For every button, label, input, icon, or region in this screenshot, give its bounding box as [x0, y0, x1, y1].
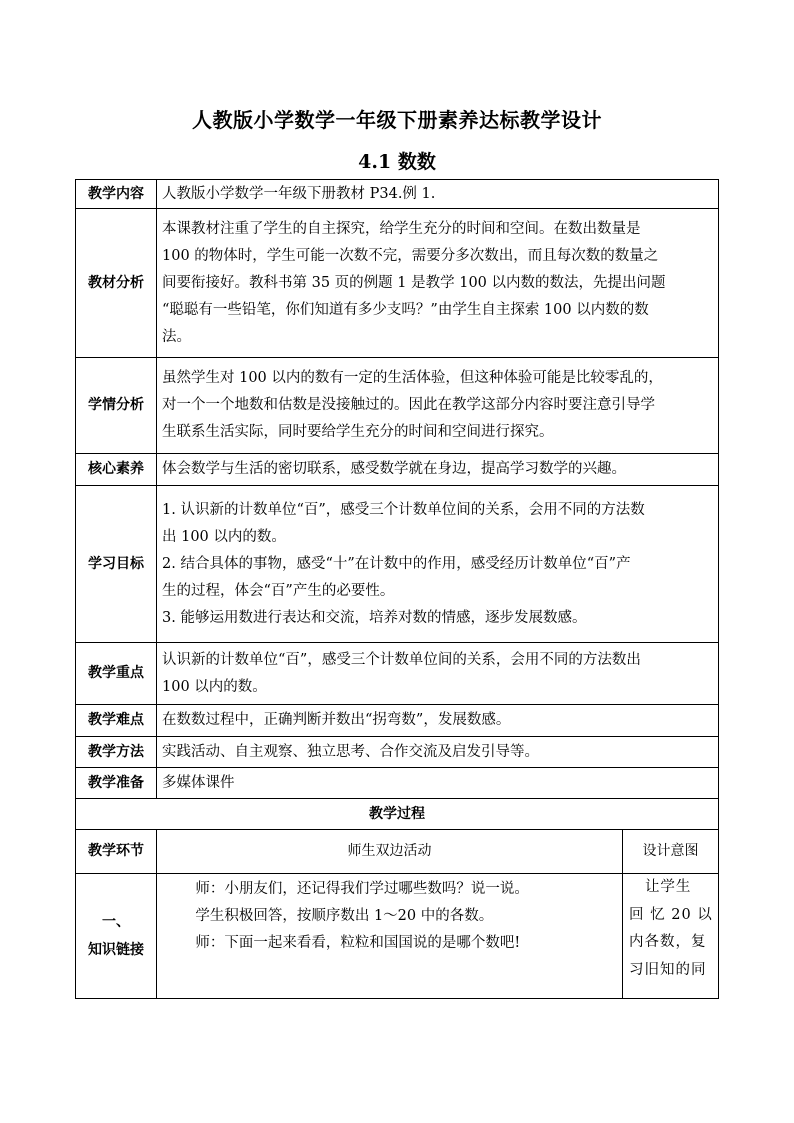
content-line: 本课教材注重了学生的自主探究，给学生充分的时间和空间。在数出数量是: [162, 220, 641, 237]
row-label: 学情分析: [76, 358, 157, 454]
content-line: 多媒体课件: [162, 774, 235, 791]
intent-line: 回 忆 20 以: [629, 906, 713, 923]
row-content: [157, 486, 719, 643]
content-line: 虽然学生对 100 以内的数有一定的生活体验，但这种体验可能是比较零乱的，: [162, 370, 663, 386]
process-heading-row: [76, 799, 719, 830]
content-line: 生联系生活实际，同时要给学生充分的时间和空间进行探究。: [162, 424, 554, 440]
row-content: [157, 768, 719, 799]
row-learning-goals: [76, 486, 719, 643]
content-line: 100 的物体时，学生可能一次数不完，需要分多次数出，而且每次数的数量之: [162, 247, 659, 264]
column-header-activity: 师生双边活动: [157, 830, 623, 874]
row-teaching-content: [76, 180, 719, 209]
row-material-analysis: [76, 209, 719, 358]
row-methods: [76, 737, 719, 768]
row-label: 学习目标: [76, 486, 157, 643]
row-content: [157, 209, 719, 358]
content-line: 法。: [162, 328, 191, 345]
intent-line: 内各数，复: [629, 934, 707, 950]
content-line: 人教版小学数学一年级下册教材 P34.例 1.: [162, 185, 436, 202]
document-title: 人教版小学数学一年级下册素养达标教学设计: [192, 108, 602, 132]
intent-line: 让学生: [644, 879, 692, 895]
row-label: 教学内容: [76, 180, 157, 209]
content-line: 认识新的计数单位“百”，感受三个计数单位间的关系，会用不同的方法数出: [162, 651, 641, 668]
process-heading: 教学过程: [76, 799, 719, 830]
content-line: 100 以内的数。: [162, 678, 267, 695]
intent-cell: [623, 874, 719, 999]
content-line: 体会数学与生活的密切联系，感受数学就在身边，提高学习数学的兴趣。: [162, 461, 626, 477]
row-content: [157, 705, 719, 737]
row-label: 教学准备: [76, 768, 157, 799]
row-difficulties: [76, 705, 719, 737]
content-line: 2. 结合具体的事物，感受“十”在计数中的作用，感受经历计数单位“百”产: [162, 555, 631, 572]
column-header-intent: 设计意图: [623, 830, 719, 874]
row-student-analysis: [76, 358, 719, 454]
content-line: “聪聪有一些铅笔，你们知道有多少支吗？”由学生自主探索 100 以内数的数: [162, 301, 649, 318]
row-label: 教学方法: [76, 737, 157, 768]
row-core-literacy: [76, 454, 719, 486]
content-line: 实践活动、自主观察、独立思考、合作交流及启发引导等。: [162, 743, 539, 760]
row-label: 教学重点: [76, 643, 157, 705]
activity-line: 师：下面一起来看看，粒粒和国国说的是哪个数吧!: [195, 935, 521, 951]
content-line: 间要衔接好。教科书第 35 页的例题 1 是教学 100 以内数的数法，先提出问题: [162, 274, 666, 291]
row-content: [157, 180, 719, 209]
lesson-plan-table: [75, 179, 719, 999]
row-key-points: [76, 643, 719, 705]
row-label: 教材分析: [76, 209, 157, 358]
content-line: 在数数过程中，正确判断并数出“拐弯数”，发展数感。: [162, 712, 511, 728]
row-label: 教学难点: [76, 705, 157, 737]
row-content: [157, 454, 719, 486]
content-line: 1. 认识新的计数单位“百”，感受三个计数单位间的关系，会用不同的方法数: [162, 501, 645, 518]
intent-line: 习旧知的同: [629, 961, 707, 978]
lesson-title: 4.1 数数: [358, 151, 436, 173]
content-line: 出 100 以内的数。: [162, 528, 286, 545]
stage-name: 知识链接: [88, 942, 144, 958]
content-line: 生的过程，体会“百”产生的必要性。: [162, 582, 395, 599]
row-preparation: [76, 768, 719, 799]
stage-number: 一、: [102, 914, 130, 930]
activity-line: 师：小朋友们，还记得我们学过哪些数吗？说一说。: [195, 881, 529, 897]
column-header-stage: 教学环节: [76, 830, 157, 874]
stage-cell: [76, 874, 157, 999]
row-label: 核心素养: [76, 454, 157, 486]
content-line: 对一个一个地数和估数是没接触过的。因此在教学这部分内容时要注意引导学: [162, 397, 655, 413]
row-content: [157, 358, 719, 454]
activity-cell: [157, 874, 623, 999]
content-line: 3. 能够运用数进行表达和交流，培养对数的情感，逐步发展数感。: [162, 609, 587, 626]
process-stage-row: [76, 874, 719, 999]
process-header-row: [76, 830, 719, 874]
activity-line: 学生积极回答，按顺序数出 1～20 中的各数。: [195, 908, 494, 924]
row-content: [157, 737, 719, 768]
row-content: [157, 643, 719, 705]
